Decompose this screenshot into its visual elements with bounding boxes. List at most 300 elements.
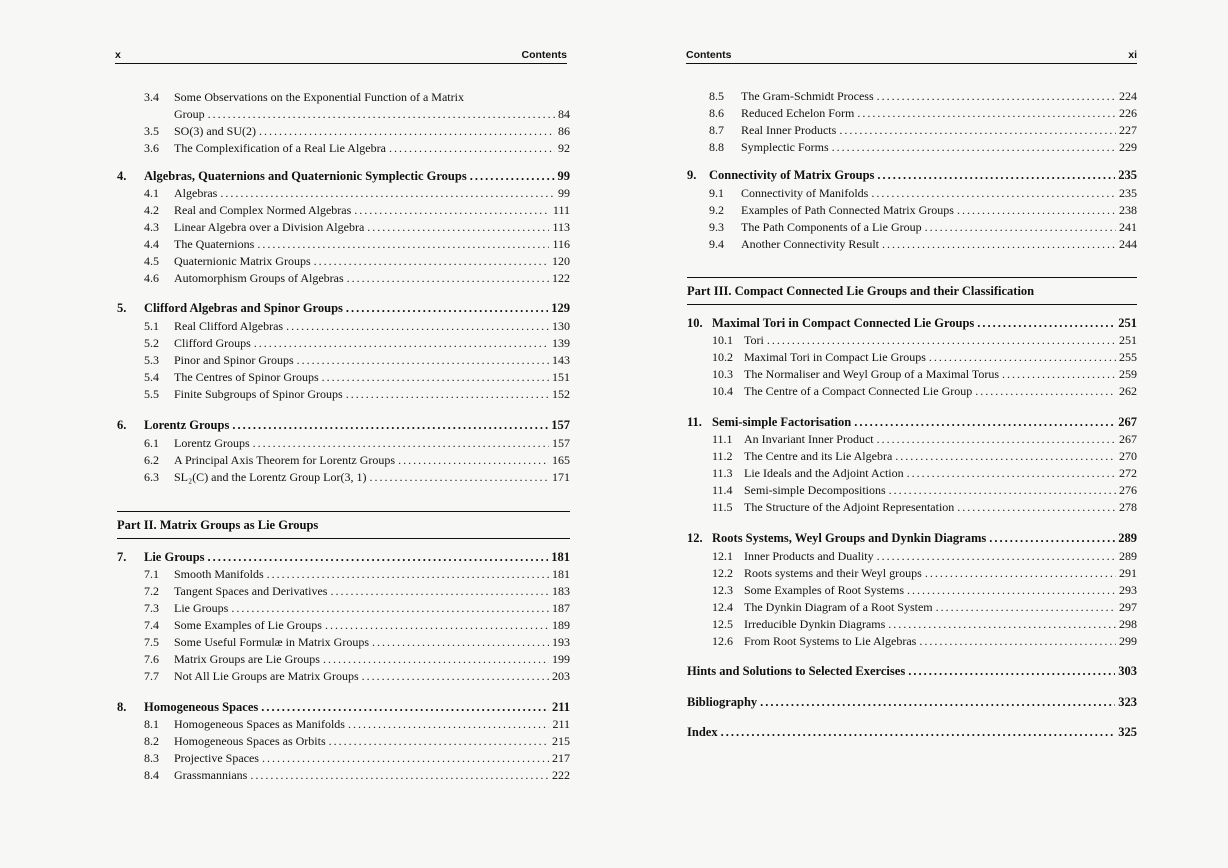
toc-entry[interactable] (712, 599, 1137, 616)
leader-dots (975, 383, 1116, 400)
leader-dots (977, 315, 1115, 332)
leader-dots (257, 236, 549, 253)
page-ref: 227 (1119, 123, 1137, 137)
entry-title: From Root Systems to Lie Algebras (744, 634, 917, 648)
chapter-title: Homogeneous Spaces (144, 700, 259, 714)
toc-entry[interactable] (144, 435, 570, 452)
page-ref: 211 (552, 717, 570, 731)
entry-title: The Structure of the Adjoint Representation (744, 500, 955, 514)
leader-dots (857, 105, 1116, 122)
section-number: 11.2 (712, 449, 733, 463)
chapter-number: 10. (687, 316, 703, 330)
page-ref: 303 (1118, 664, 1137, 678)
toc-entry[interactable] (712, 616, 1137, 633)
chapter-title: Connectivity of Matrix Groups (709, 168, 875, 182)
toc-chapter[interactable] (117, 699, 570, 716)
entry-title: Matrix Groups are Lie Groups (174, 652, 320, 666)
page-ref: 267 (1118, 415, 1137, 429)
entry-title: Group (174, 107, 205, 121)
leader-dots (259, 123, 555, 140)
toc-entry[interactable] (709, 105, 1137, 122)
leader-dots (907, 582, 1116, 599)
section-number: 12.5 (712, 617, 733, 631)
leader-dots (323, 651, 549, 668)
page-ref: 152 (552, 387, 570, 401)
chapter-number: 8. (117, 700, 127, 714)
section-number: 8.7 (709, 123, 724, 137)
toc-entry[interactable] (712, 548, 1137, 565)
page-ref: 211 (551, 700, 570, 714)
section-number: 10.3 (712, 367, 733, 381)
section-number: 5.5 (144, 387, 159, 401)
section-number: 7.7 (144, 669, 159, 683)
section-number: 12.6 (712, 634, 733, 648)
section-number: 8.6 (709, 106, 724, 120)
leader-dots (220, 185, 555, 202)
page-ref: 251 (1119, 333, 1137, 347)
toc-entry[interactable] (144, 369, 570, 386)
toc-entry[interactable] (709, 202, 1137, 219)
chapter-title: Lorentz Groups (144, 418, 230, 432)
entry-title: Pinor and Spinor Groups (174, 353, 294, 367)
entry-title: SO(3) and SU(2) (174, 124, 256, 138)
toc-entry[interactable] (709, 88, 1137, 105)
leader-dots (354, 202, 550, 219)
page-ref: 203 (552, 669, 570, 683)
page-ref: 84 (558, 107, 570, 121)
entry-title: Semi-simple Decompositions (744, 483, 886, 497)
entry-title: Maximal Tori in Compact Lie Groups (744, 350, 926, 364)
chapter-title: Lie Groups (144, 550, 205, 564)
page-ref: 92 (558, 141, 570, 155)
leader-dots (1002, 366, 1116, 383)
leader-dots (372, 634, 549, 651)
entry-title: Smooth Manifolds (174, 567, 264, 581)
entry-title: Grassmannians (174, 768, 248, 782)
section-number: 10.1 (712, 333, 733, 347)
section-number: 3.4 (144, 90, 159, 104)
section-number: 10.2 (712, 350, 733, 364)
entry-title: Some Useful Formulæ in Matrix Groups (174, 635, 369, 649)
leader-dots (267, 566, 549, 583)
page-ref: 99 (557, 169, 570, 183)
section-number: 9.1 (709, 186, 724, 200)
entry-title: Linear Algebra over a Division Algebra (174, 220, 365, 234)
leader-dots (907, 465, 1116, 482)
toc-entry[interactable] (712, 332, 1137, 349)
entry-title: Examples of Path Connected Matrix Groups (741, 203, 954, 217)
toc-chapter[interactable] (687, 414, 1137, 431)
page-ref: 289 (1119, 549, 1137, 563)
section-number: 11.3 (712, 466, 733, 480)
entry-title: The Gram-Schmidt Process (741, 89, 874, 103)
leader-dots (254, 335, 549, 352)
entry-title: Quaternionic Matrix Groups (174, 254, 311, 268)
page-ref: 259 (1119, 367, 1137, 381)
toc-entry[interactable] (144, 469, 570, 486)
section-number: 8.4 (144, 768, 159, 782)
toc-entry[interactable] (144, 566, 570, 583)
toc-left (117, 0, 570, 868)
toc-entry[interactable] (712, 482, 1137, 499)
toc-entry[interactable] (144, 583, 570, 600)
toc-chapter[interactable] (687, 724, 1137, 741)
toc-right (687, 0, 1137, 868)
leader-dots (767, 332, 1116, 349)
chapter-title: Clifford Algebras and Spinor Groups (144, 301, 343, 315)
page-ref: 187 (552, 601, 570, 615)
toc-entry[interactable] (144, 750, 570, 767)
toc-entry[interactable] (144, 236, 570, 253)
entry-title: Inner Products and Duality (744, 549, 874, 563)
page-ref: 222 (552, 768, 570, 782)
chapter-title: Hints and Solutions to Selected Exercises (687, 664, 906, 678)
section-number: 10.4 (712, 384, 733, 398)
entry-title: Algebras (174, 186, 218, 200)
leader-dots (957, 202, 1116, 219)
leader-dots (329, 733, 549, 750)
section-number: 6.2 (144, 453, 159, 467)
chapter-number: 5. (117, 301, 127, 315)
leader-dots (721, 724, 1116, 741)
page-number: xi (1128, 49, 1137, 61)
entry-title: Clifford Groups (174, 336, 251, 350)
entry-title: Homogeneous Spaces as Manifolds (174, 717, 345, 731)
leader-dots (362, 668, 549, 685)
toc-entry[interactable] (712, 565, 1137, 582)
leader-dots (262, 750, 549, 767)
entry-title: Automorphism Groups of Algebras (174, 271, 344, 285)
page-ref: 235 (1118, 168, 1137, 182)
section-number: 4.5 (144, 254, 159, 268)
leader-dots (839, 122, 1116, 139)
page-ref: 226 (1119, 106, 1137, 120)
toc-entry[interactable] (144, 253, 570, 270)
section-number: 11.4 (712, 483, 733, 497)
page-ref: 224 (1119, 89, 1137, 103)
page-ref: 255 (1119, 350, 1137, 364)
toc-entry[interactable] (712, 633, 1137, 650)
chapter-title: Algebras, Quaternions and Quaternionic Symplectic Groups (144, 169, 467, 183)
leader-dots (369, 469, 549, 486)
leader-dots (832, 139, 1116, 156)
entry-title: Homogeneous Spaces as Orbits (174, 734, 326, 748)
toc-entry[interactable] (709, 236, 1137, 253)
leader-dots (895, 448, 1116, 465)
entry-title: An Invariant Inner Product (744, 432, 874, 446)
toc-chapter[interactable] (117, 300, 570, 317)
entry-title: The Normaliser and Weyl Group of a Maximal Torus (744, 367, 1000, 381)
leader-dots (877, 88, 1116, 105)
page-ref: 157 (551, 418, 570, 432)
leader-dots (760, 694, 1115, 711)
page-ref: 229 (1119, 140, 1137, 154)
section-number: 8.5 (709, 89, 724, 103)
page-ref: 139 (552, 336, 570, 350)
toc-entry[interactable] (712, 448, 1137, 465)
page-ref: 276 (1119, 483, 1137, 497)
header-label: Contents (521, 49, 567, 61)
toc-entry[interactable] (709, 139, 1137, 156)
page-ref: 113 (552, 220, 570, 234)
section-number: 7.4 (144, 618, 159, 632)
leader-dots (322, 369, 549, 386)
toc-entry[interactable] (144, 634, 570, 651)
chapter-number: 9. (687, 168, 697, 182)
page-ref: 241 (1119, 220, 1137, 234)
page-ref: 189 (552, 618, 570, 632)
toc-entry[interactable] (144, 335, 570, 352)
page-ref: 262 (1119, 384, 1137, 398)
leader-dots (232, 417, 548, 434)
leader-dots (908, 663, 1115, 680)
chapter-title: Roots Systems, Weyl Groups and Dynkin Diagrams (712, 531, 987, 545)
toc-entry[interactable] (144, 270, 570, 287)
section-number: 4.4 (144, 237, 159, 251)
page-ref: 165 (552, 453, 570, 467)
page-ref: 171 (552, 470, 570, 484)
toc-chapter[interactable] (687, 167, 1137, 184)
page-ref: 323 (1118, 695, 1137, 709)
toc-entry[interactable] (144, 185, 570, 202)
section-number: 9.4 (709, 237, 724, 251)
toc-entry[interactable] (144, 716, 570, 733)
entry-title: The Complexification of a Real Lie Algebra (174, 141, 386, 155)
entry-title: A Principal Axis Theorem for Lorentz Groups (174, 453, 396, 467)
page-ref: 238 (1119, 203, 1137, 217)
page-ref: 289 (1118, 531, 1137, 545)
toc-chapter[interactable] (117, 168, 570, 185)
page-ref: 130 (552, 319, 570, 333)
toc-entry[interactable] (144, 219, 570, 236)
page-ref: 143 (552, 353, 570, 367)
page-ref: 199 (552, 652, 570, 666)
toc-entry[interactable] (709, 219, 1137, 236)
section-number: 12.4 (712, 600, 733, 614)
toc-entry[interactable] (144, 600, 570, 617)
entry-title: Real and Complex Normed Algebras (174, 203, 352, 217)
entry-title: Irreducible Dynkin Diagrams (744, 617, 886, 631)
part-heading[interactable]: Part III. Compact Connected Lie Groups and their Classification (687, 277, 1137, 305)
section-number: 7.6 (144, 652, 159, 666)
toc-chapter[interactable] (687, 694, 1137, 711)
leader-dots (297, 352, 549, 369)
entry-title: SL₂(C) and the Lorentz Group Lor(3, 1) (174, 470, 367, 484)
page-ref: 235 (1119, 186, 1137, 200)
section-number: 8.3 (144, 751, 159, 765)
page-ref: 297 (1119, 600, 1137, 614)
entry-title: Roots systems and their Weyl groups (744, 566, 922, 580)
leader-dots (346, 386, 549, 403)
page-ref: 291 (1119, 566, 1137, 580)
toc-entry[interactable] (144, 733, 570, 750)
entry-title: Connectivity of Manifolds (741, 186, 869, 200)
page-ref: 111 (552, 203, 570, 217)
toc-entry[interactable] (144, 651, 570, 668)
toc-chapter[interactable] (687, 315, 1137, 332)
leader-dots (871, 185, 1116, 202)
entry-title: Lorentz Groups (174, 436, 250, 450)
leader-dots (389, 140, 555, 157)
toc-entry[interactable] (174, 106, 570, 123)
leader-dots (882, 236, 1116, 253)
page-ref: 116 (552, 237, 570, 251)
entry-title: Tangent Spaces and Derivatives (174, 584, 328, 598)
entry-title: Another Connectivity Result (741, 237, 879, 251)
leader-dots (925, 565, 1116, 582)
page-number: x (115, 49, 121, 61)
leader-dots (854, 414, 1115, 431)
page-ref: 193 (552, 635, 570, 649)
section-number: 9.2 (709, 203, 724, 217)
section-number: 8.2 (144, 734, 159, 748)
section-number: 12.1 (712, 549, 733, 563)
page-ref: 244 (1119, 237, 1137, 251)
toc-entry[interactable] (709, 122, 1137, 139)
section-number: 7.1 (144, 567, 159, 581)
leader-dots (936, 599, 1116, 616)
right-page (614, 0, 1228, 868)
leader-dots (877, 548, 1116, 565)
section-number: 12.3 (712, 583, 733, 597)
chapter-title: Index (687, 725, 718, 739)
header-label: Contents (686, 49, 732, 61)
toc-entry[interactable] (144, 668, 570, 685)
toc-entry[interactable] (712, 349, 1137, 366)
section-number: 5.2 (144, 336, 159, 350)
section-number: 5.3 (144, 353, 159, 367)
page-ref: 272 (1119, 466, 1137, 480)
section-number: 6.1 (144, 436, 159, 450)
toc-entry[interactable] (144, 123, 570, 140)
toc-entry[interactable] (712, 366, 1137, 383)
section-number: 4.6 (144, 271, 159, 285)
leader-dots (877, 431, 1116, 448)
toc-entry[interactable] (712, 582, 1137, 599)
toc-entry[interactable] (144, 202, 570, 219)
toc-entry[interactable] (712, 431, 1137, 448)
entry-title: The Centre and its Lie Algebra (744, 449, 893, 463)
page-ref: 298 (1119, 617, 1137, 631)
leader-dots (889, 482, 1116, 499)
page-ref: 278 (1119, 500, 1137, 514)
chapter-title: Semi-simple Factorisation (712, 415, 852, 429)
chapter-number: 12. (687, 531, 703, 545)
entry-title: The Path Components of a Lie Group (741, 220, 922, 234)
entry-title: Finite Subgroups of Spinor Groups (174, 387, 343, 401)
chapter-title: Maximal Tori in Compact Connected Lie Groups (712, 316, 975, 330)
chapter-number: 11. (687, 415, 702, 429)
toc-chapter[interactable] (687, 530, 1137, 547)
leader-dots (314, 253, 549, 270)
toc-entry[interactable] (144, 386, 570, 403)
section-number: 7.5 (144, 635, 159, 649)
page-ref: 120 (552, 254, 570, 268)
page-ref: 99 (558, 186, 570, 200)
section-number: 7.2 (144, 584, 159, 598)
page-ref: 122 (552, 271, 570, 285)
entry-title: Symplectic Forms (741, 140, 829, 154)
section-number: 9.3 (709, 220, 724, 234)
toc-chapter[interactable] (117, 417, 570, 434)
section-number: 11.5 (712, 500, 733, 514)
section-number: 4.3 (144, 220, 159, 234)
entry-title: Projective Spaces (174, 751, 259, 765)
toc-entry[interactable] (144, 617, 570, 634)
page-ref: 215 (552, 734, 570, 748)
section-number: 3.5 (144, 124, 159, 138)
page-ref: 183 (552, 584, 570, 598)
leader-dots (348, 716, 549, 733)
entry-title: Lie Ideals and the Adjoint Action (744, 466, 904, 480)
page-ref: 325 (1118, 725, 1137, 739)
page-ref: 151 (552, 370, 570, 384)
page-ref: 217 (552, 751, 570, 765)
leader-dots (253, 435, 549, 452)
leader-dots (989, 530, 1115, 547)
toc-entry[interactable] (144, 767, 570, 784)
toc-entry[interactable] (709, 185, 1137, 202)
toc-entry[interactable] (144, 89, 570, 106)
page-ref: 299 (1119, 634, 1137, 648)
part-heading[interactable]: Part II. Matrix Groups as Lie Groups (117, 511, 570, 539)
page-ref: 181 (551, 550, 570, 564)
entry-title: Not All Lie Groups are Matrix Groups (174, 669, 359, 683)
page-ref: 157 (552, 436, 570, 450)
toc-entry[interactable] (144, 140, 570, 157)
toc-entry[interactable] (712, 499, 1137, 516)
entry-title: Real Clifford Algebras (174, 319, 284, 333)
page-ref: 129 (551, 301, 570, 315)
entry-title: Real Inner Products (741, 123, 837, 137)
section-number: 4.1 (144, 186, 159, 200)
page-ref: 181 (552, 567, 570, 581)
section-number: 5.4 (144, 370, 159, 384)
entry-title: Some Examples of Lie Groups (174, 618, 322, 632)
toc-entry[interactable] (144, 452, 570, 469)
leader-dots (957, 499, 1116, 516)
toc-entry[interactable] (144, 318, 570, 335)
section-number: 11.1 (712, 432, 733, 446)
toc-chapter[interactable] (687, 663, 1137, 680)
leader-dots (325, 617, 549, 634)
toc-entry[interactable] (144, 352, 570, 369)
section-number: 6.3 (144, 470, 159, 484)
chapter-number: 7. (117, 550, 127, 564)
entry-title: Some Observations on the Exponential Function of a Matrix (174, 90, 464, 104)
leader-dots (888, 616, 1116, 633)
leader-dots (208, 549, 549, 566)
entry-title: Tori (744, 333, 764, 347)
leader-dots (231, 600, 549, 617)
section-number: 8.8 (709, 140, 724, 154)
entry-title: The Centres of Spinor Groups (174, 370, 319, 384)
page-ref: 270 (1119, 449, 1137, 463)
entry-title: The Dynkin Diagram of a Root System (744, 600, 933, 614)
leader-dots (398, 452, 549, 469)
section-number: 8.1 (144, 717, 159, 731)
section-number: 5.1 (144, 319, 159, 333)
leader-dots (208, 106, 555, 123)
entry-title: Reduced Echelon Form (741, 106, 855, 120)
toc-entry[interactable] (712, 465, 1137, 482)
section-number: 7.3 (144, 601, 159, 615)
page-ref: 251 (1118, 316, 1137, 330)
toc-chapter[interactable] (117, 549, 570, 566)
page-ref: 86 (558, 124, 570, 138)
leader-dots (367, 219, 549, 236)
toc-entry[interactable] (712, 383, 1137, 400)
